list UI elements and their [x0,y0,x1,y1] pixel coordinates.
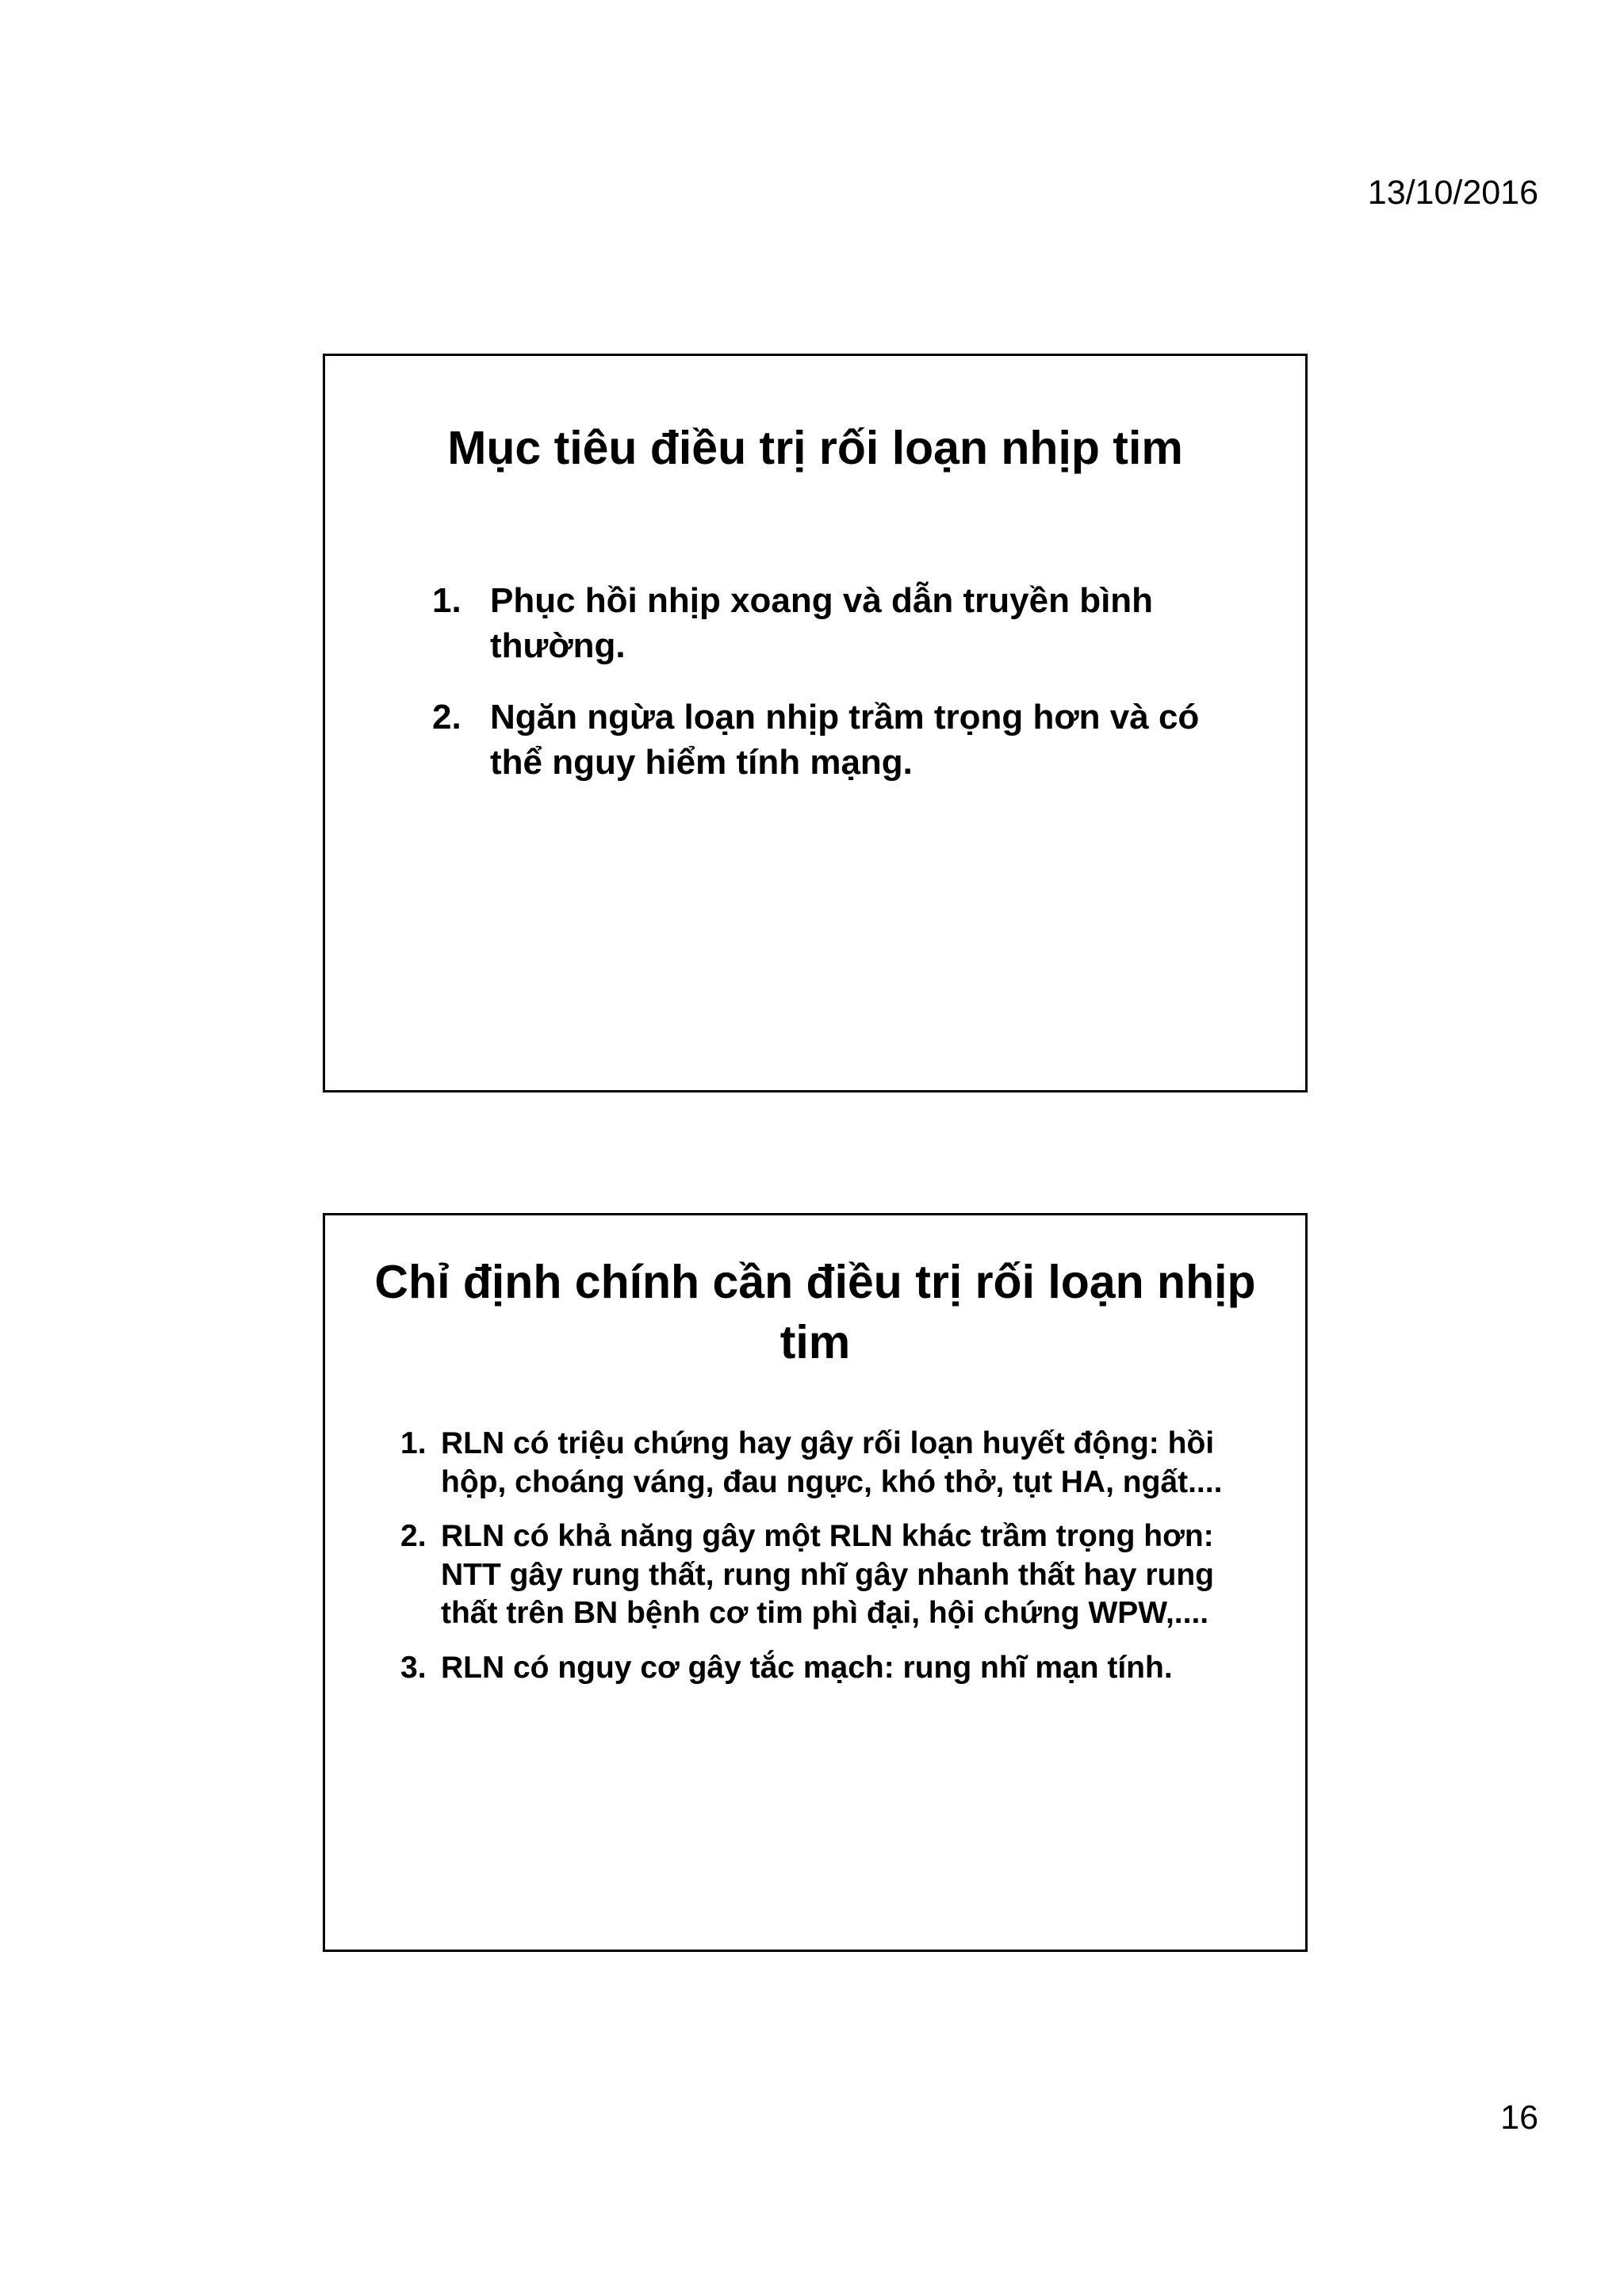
slide-treatment-goals [323,354,1308,1093]
item-number: 3. [400,1650,427,1685]
indication-list [400,1425,1230,1687]
item-number: 2. [432,698,462,737]
list-item [400,1517,1230,1633]
slide-title: Mục tiêu điều trị rối loạn nhịp tim [447,422,1183,474]
page-number: 16 [1500,2099,1538,2137]
list-item [400,1649,1230,1688]
item-text: Ngăn ngừa loạn nhịp trầm trọng hơn và có thể nguy hiểm tính mạng. [490,698,1200,782]
page-date: 13/10/2016 [1367,174,1538,212]
item-number: 1. [400,1426,427,1460]
list-item [432,578,1230,668]
item-text: Phục hồi nhịp xoang và dẫn truyền bình thường. [490,581,1154,665]
item-text: RLN có nguy cơ gây tắc mạch: rung nhĩ mạn tính. [441,1650,1173,1685]
goal-list [432,578,1230,785]
list-item [400,1425,1230,1502]
slide-title: Chỉ định chính cần điều trị rối loạn nhịp tim [374,1256,1256,1368]
list-item [432,695,1230,785]
item-number: 2. [400,1519,427,1553]
slide-treatment-indications [323,1213,1308,1952]
item-number: 1. [432,581,462,620]
item-text: RLN có khả năng gây một RLN khác trầm trọng hơn: NTT gây rung thất, rung nhĩ gây nhanh thất hay rung thất trên BN bệnh cơ tim phì đại, hội chứng WPW,.... [441,1519,1214,1630]
item-text: RLN có triệu chứng hay gây rối loạn huyết động: hồi hộp, choáng váng, đau ngực, khó thở, tụt HA, ngất.... [441,1426,1223,1499]
